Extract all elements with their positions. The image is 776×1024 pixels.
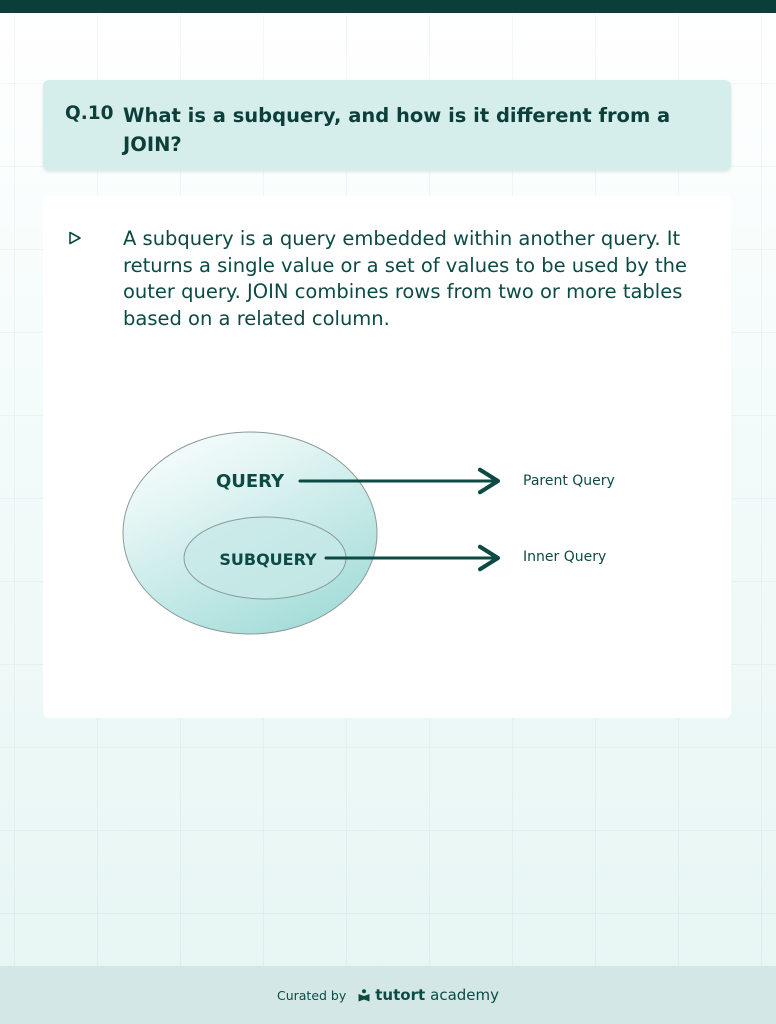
question-number: Q.10: [65, 103, 114, 124]
brand-name-tutort: tutort: [375, 986, 426, 1004]
inner-query-label: Inner Query: [523, 549, 607, 565]
query-label: QUERY: [215, 471, 285, 492]
question-text: What is a subquery, and how is it different from a JOIN?: [123, 104, 671, 156]
curated-by-label: Curated by: [276, 987, 347, 1003]
top-accent-bar: [0, 0, 776, 13]
subquery-label: SUBQUERY: [219, 550, 317, 569]
tutort-logo-icon: [358, 989, 370, 1002]
footer: [0, 966, 776, 1024]
question-card: [43, 80, 731, 170]
answer-text: A subquery is a query embedded within another query. It returns a single value or a set of values to be used by the outer query. JOIN combines rows from two or more tables based on a related column.: [123, 227, 687, 330]
parent-query-label: Parent Query: [523, 473, 615, 489]
subquery-diagram: [43, 196, 731, 718]
brand-name-academy: academy: [430, 986, 500, 1004]
answer-card: [43, 196, 731, 718]
